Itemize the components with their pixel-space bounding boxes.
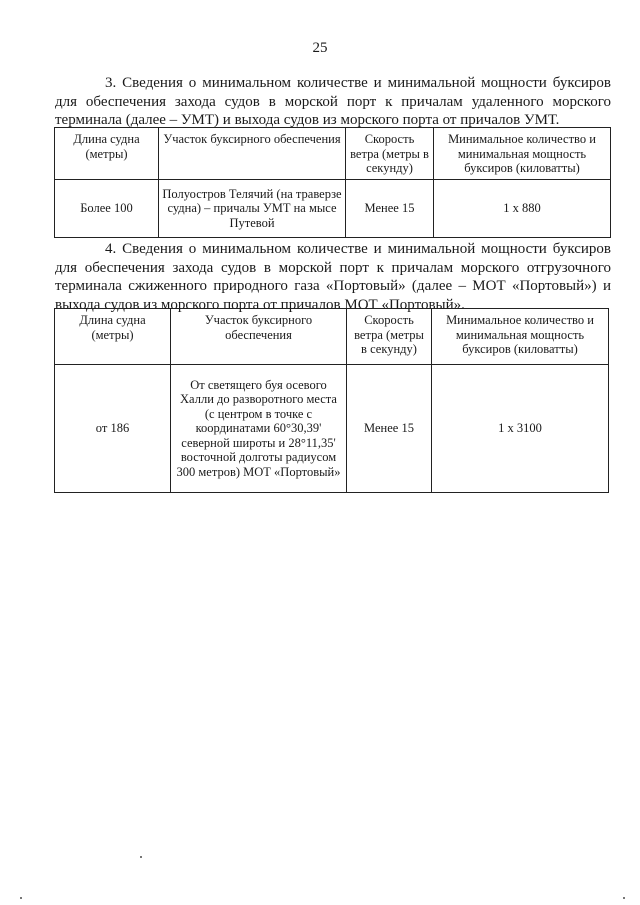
section-4-paragraph [55,240,611,314]
header-towing-section: Участок буксирного обеспечения [159,128,346,180]
cell-towing-section: От светящего буя осевого Халли до разворотного места (с центром в точке с координатами 60°30,39' северной широты и 28°11,35' восточной долготы радиусом 300 метров) МОТ «Портовый» [171,365,347,493]
section-3-text: Сведения о минимальном количестве и минимальной мощности буксиров для обеспечения захода судов в морской порт к причалам удаленного морского терминала (далее – УМТ) и выхода судов из морского порта от причалов УМТ. [55,75,611,128]
cell-ship-length: от 186 [55,365,171,493]
header-tug-count-power: Минимальное количество и минимальная мощность буксиров (киловатты) [434,128,611,180]
page-number: 25 [312,40,328,56]
section-3-paragraph [55,74,611,130]
scan-speck [20,897,22,899]
header-tug-count-power: Минимальное количество и минимальная мощность буксиров (киловатты) [432,309,609,365]
header-ship-length: Длина судна (метры) [55,128,159,180]
section-3-number: 3. [105,75,117,91]
header-towing-section: Участок буксирного обеспечения [171,309,347,365]
table-mot-portovy [54,308,609,493]
cell-wind-speed: Менее 15 [347,365,432,493]
table-umt [54,127,611,238]
scan-speck [623,897,625,899]
cell-towing-section: Полуостров Телячий (на траверзе судна) – причалы УМТ на мысе Путевой [159,180,346,238]
section-4-number: 4. [105,241,117,257]
cell-wind-speed: Менее 15 [346,180,434,238]
header-wind-speed: Скорость ветра (метры в секунду) [347,309,432,365]
cell-tug-count-power: 1 х 3100 [432,365,609,493]
table-row [55,365,609,493]
cell-ship-length: Более 100 [55,180,159,238]
header-wind-speed: Скорость ветра (метры в секунду) [346,128,434,180]
header-ship-length: Длина судна (метры) [55,309,171,365]
cell-tug-count-power: 1 х 880 [434,180,611,238]
table-row [55,180,611,238]
section-4-text: Сведения о минимальном количестве и минимальной мощности буксиров для обеспечения захода судов в морской порт к причалам морского отгрузочного терминала сжиженного природного газа «Портовый» (далее – МОТ «Портовый») и выхода судов из морского порта от причалов МОТ «Портовый». [55,241,611,313]
table-header-row [55,128,611,180]
scan-speck [140,856,142,858]
table-header-row [55,309,609,365]
